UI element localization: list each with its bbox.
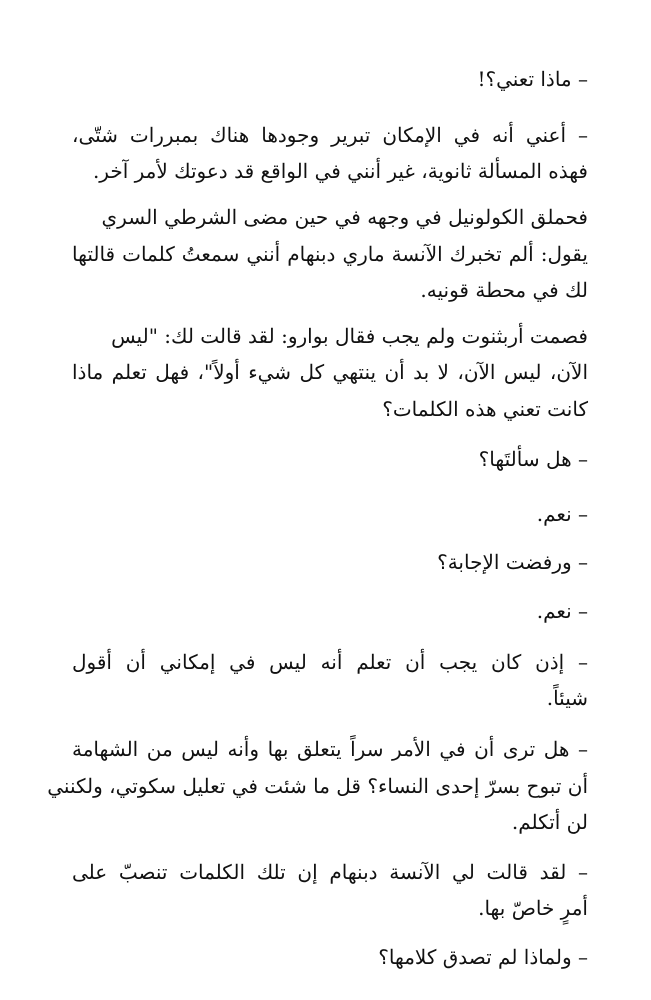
- text-line-19: – لقد قالت لي الآنسة دبنهام إن تلك الكلمات تنصبّ على: [72, 860, 588, 884]
- text-line-17: أن تبوح بسرّ إحدى النساء؟ قل ما شئت في تعليل سكوتي، ولكنني: [47, 774, 588, 798]
- text-line-16: – هل ترى أن في الأمر سراً يتعلق بها وأنه ليس من الشهامة: [72, 737, 588, 761]
- text-line-20: أمرٍ خاصّ بها.: [478, 896, 588, 920]
- text-line-2: – أعني أنه في الإمكان تبرير وجودها هناك بمبررات شتّى،: [72, 123, 588, 147]
- text-line-5: يقول: ألم تخبرك الآنسة ماري دبنهام أنني سمعتُ كلمات قالتها: [72, 242, 588, 266]
- text-line-12: – ورفضت الإجابة؟: [437, 550, 588, 574]
- text-line-1: – ماذا تعني؟!: [477, 67, 588, 91]
- text-line-3: فهذه المسألة ثانوية، غير أنني في الواقع قد دعوتك لأمر آخر.: [92, 159, 588, 183]
- text-line-18: لن أتكلم.: [511, 810, 588, 834]
- text-line-13: – نعم.: [536, 599, 588, 623]
- text-line-8: الآن، ليس الآن، لا بد أن ينتهي كل شيء أولاً"، فهل تعلم ماذا: [72, 360, 588, 384]
- text-line-9: كانت تعني هذه الكلمات؟: [382, 397, 588, 421]
- text-line-21: – ولماذا لم تصدق كلامها؟: [378, 945, 588, 969]
- text-line-11: – نعم.: [536, 502, 588, 526]
- text-line-10: – هل سألتَها؟: [478, 447, 588, 471]
- text-line-6: لك في محطة قونيه.: [420, 278, 588, 302]
- text-line-4: فحملق الكولونيل في وجهه في حين مضى الشرطي السري: [101, 205, 588, 229]
- text-line-14: – إذن كان يجب أن تعلم أنه ليس في إمكاني أن أقول: [72, 650, 588, 674]
- text-line-15: شيئاً.: [546, 686, 588, 710]
- text-line-7: فصمت أربثنوت ولم يجب فقال بوارو: لقد قالت لك: "ليس: [111, 324, 588, 348]
